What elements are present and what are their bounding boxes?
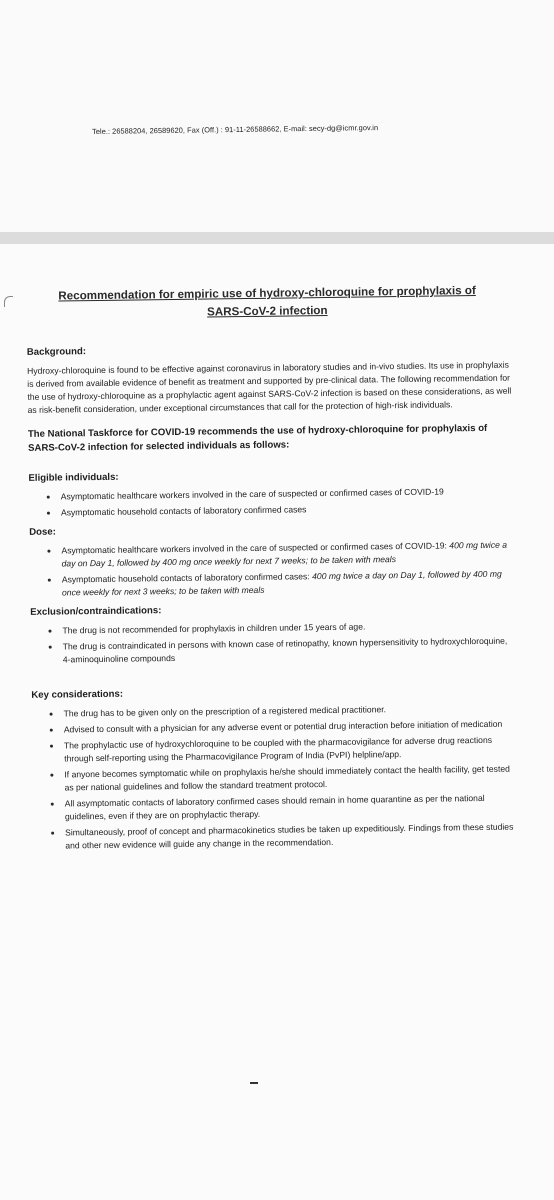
list-item: Asymptomatic healthcare workers involved in the care of suspected or confirmed cases of COVID-19 [61, 485, 513, 504]
key-considerations-heading: Key considerations: [31, 688, 124, 701]
title-line-2: SARS-CoV-2 infection [207, 303, 328, 319]
dose-group-label: Asymptomatic household contacts of laboratory confirmed cases: [61, 571, 313, 585]
list-item: If anyone becomes symptomatic while on prophylaxis he/she should immediately contact the health facility, get tested as per national guidelines and follow the standard treatment protocol. [64, 763, 516, 795]
list-item: Advised to consult with a physician for any adverse event or potential drug interaction before initiation of medication [64, 718, 516, 737]
dose-list [23, 539, 514, 600]
contact-line: Tele.: 26588204, 26589620, Fax (Off.) : 91-11-26588662, E-mail: secy-dg@icmr.gov.in [92, 123, 379, 136]
eligible-list [23, 485, 513, 520]
list-item: Asymptomatic household contacts of laboratory confirmed cases [61, 501, 513, 520]
list-item: All asymptomatic contacts of laboratory confirmed cases should remain in home quarantine as per the national guidelines, even if they are on prophylactic therapy. [65, 792, 517, 824]
list-item: The prophylactic use of hydroxychloroquine to be coupled with the pharmacovigilance for adverse drug reactions through self-reporting using the Pharmacovigilance Program of India (PvPI) helpline/app. [64, 734, 516, 766]
dose-regimen: 400 mg twice a day on Day 1, followed by 400 mg once weekly for next 3 weeks; to be taken with meals [61, 568, 502, 598]
list-item: The drug is contraindicated in persons with known case of retinopathy, known hypersensitivity to hydroxychloroquine, 4-aminoquinoline compounds [63, 635, 515, 667]
exclusion-list [24, 619, 515, 667]
dose-group-label: Asymptomatic healthcare workers involved in the care of suspected or confirmed cases of COVID-19: [61, 540, 450, 556]
dose-heading: Dose: [29, 526, 56, 538]
list-item: The drug is not recommended for prophylaxis in children under 15 years of age. [62, 619, 514, 638]
list-item [61, 539, 513, 571]
title-line-1: Recommendation for empiric use of hydroxy-chloroquine for prophylaxis of [58, 284, 476, 303]
recommendation-statement: The National Taskforce for COVID-19 recommends the use of hydroxy-chloroquine for prophylaxis of SARS-CoV-2 infection for selected individuals as follows: [27, 422, 488, 454]
exclusion-heading: Exclusion/contraindications: [30, 605, 162, 618]
list-item: Simultaneously, proof of concept and pharmacokinetics studies be taken up expeditiously. Findings from these studies and other new evidence will guide any change in the recommendation. [65, 821, 517, 853]
page-separator [0, 232, 554, 244]
dose-regimen: 400 mg twice a day on Day 1, followed by 400 mg once weekly for next 7 weeks; to be taken with meals [61, 539, 508, 569]
page-curl-mark [4, 296, 13, 307]
eligible-heading: Eligible individuals: [28, 471, 119, 484]
page-mark [250, 1082, 258, 1084]
key-considerations-list [25, 702, 517, 853]
document-content [20, 282, 517, 859]
background-heading: Background: [26, 346, 87, 358]
list-item: The drug has to be given only on the prescription of a registered medical practitioner. [63, 702, 515, 721]
document-title [24, 282, 510, 324]
background-paragraph: Hydroxy-chloroquine is found to be effective against coronavirus in laboratory studies and in-vivo studies. Its use in prophylaxis is derived from available evidence of benefit as treatment and supported by pre-clinical data. The following recommendation for the use of hydroxy-chloroquine as a prophylactic agent against SARS-CoV-2 infection is based on these considerations, as well as risk-benefit consideration, under exceptional circumstances that call for the protection of high-risk individuals. [27, 359, 512, 415]
letterhead-page [0, 0, 554, 232]
list-item [62, 568, 514, 600]
